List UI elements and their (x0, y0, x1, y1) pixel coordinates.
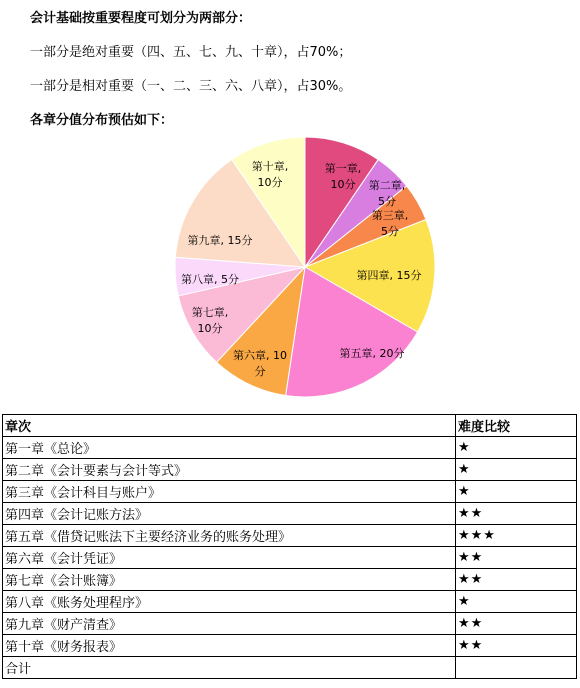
pie-slice-label: 第六章, 10 (233, 349, 287, 362)
difficulty-stars: ★★ (456, 569, 577, 591)
pie-slice-label: 第十章, (251, 160, 289, 173)
chapter-cell: 第六章《会计凭证》 (3, 547, 456, 569)
header-chapter: 章次 (3, 415, 456, 437)
pie-slice-label: 第七章, (191, 306, 229, 319)
table-row (3, 613, 577, 635)
difficulty-stars: ★★ (456, 503, 577, 525)
chapter-cell: 第四章《会计记账方法》 (3, 503, 456, 525)
chapter-cell: 第七章《会计账簿》 (3, 569, 456, 591)
table-row (3, 657, 577, 679)
chapter-cell: 第九章《财产清查》 (3, 613, 456, 635)
pie-slice-value-label: 分 (254, 365, 266, 378)
difficulty-stars: ★★★ (456, 525, 577, 547)
intro-line-relative: 一部分是相对重要（一、二、三、六、八章），占30%。 (30, 79, 352, 94)
pie-chart-svg (160, 134, 450, 414)
chapter-cell: 第八章《账务处理程序》 (3, 591, 456, 613)
pie-slice-label: 第二章, (368, 179, 406, 192)
difficulty-stars: ★★ (456, 635, 577, 657)
difficulty-stars: ★ (456, 437, 577, 459)
chapter-cell: 第五章《借贷记账法下主要经济业务的账务处理》 (3, 525, 456, 547)
difficulty-stars: ★★ (456, 547, 577, 569)
chapter-cell: 第一章《总论》 (3, 437, 456, 459)
table-row (3, 591, 577, 613)
pie-slice-label: 第四章, 15分 (356, 269, 422, 282)
table-header-row (3, 415, 577, 437)
difficulty-stars: ★★ (456, 613, 577, 635)
intro-heading: 会计基础按重要程度可划分为两部分： (30, 11, 252, 26)
chapter-cell: 第二章《会计要素与会计等式》 (3, 459, 456, 481)
pie-slice-label: 第一章, (324, 162, 362, 175)
pie-slice-label: 第九章, 15分 (187, 234, 253, 247)
pie-slice-value-label: 10分 (197, 322, 223, 335)
table-row (3, 547, 577, 569)
pie-slice-label: 第三章, (371, 209, 409, 222)
pie-chart (160, 134, 450, 414)
difficulty-stars: ★ (456, 591, 577, 613)
chart-subheading: 各章分值分布预估如下： (30, 113, 174, 128)
pie-slice-value-label: 10分 (257, 176, 283, 189)
chapter-cell: 第三章《会计科目与账户》 (3, 481, 456, 503)
pie-slice-label: 第八章, 5分 (181, 273, 239, 286)
pie-slice-label: 第五章, 20分 (339, 347, 405, 360)
header-difficulty: 难度比较 (456, 415, 577, 437)
table-row (3, 481, 577, 503)
pie-slice-value-label: 5分 (378, 195, 396, 208)
table-row (3, 635, 577, 657)
difficulty-table (2, 414, 577, 679)
table-row (3, 569, 577, 591)
difficulty-stars: ★ (456, 481, 577, 503)
difficulty-stars (456, 657, 577, 679)
difficulty-stars: ★ (456, 459, 577, 481)
table-row (3, 503, 577, 525)
chapter-cell: 合计 (3, 657, 456, 679)
table-row (3, 459, 577, 481)
table-row (3, 437, 577, 459)
pie-slice-value-label: 5分 (381, 225, 399, 238)
table-row (3, 525, 577, 547)
intro-line-absolute: 一部分是绝对重要（四、五、七、九、十章），占70%； (30, 45, 352, 60)
chapter-cell: 第十章《财务报表》 (3, 635, 456, 657)
pie-slice-value-label: 10分 (330, 178, 356, 191)
